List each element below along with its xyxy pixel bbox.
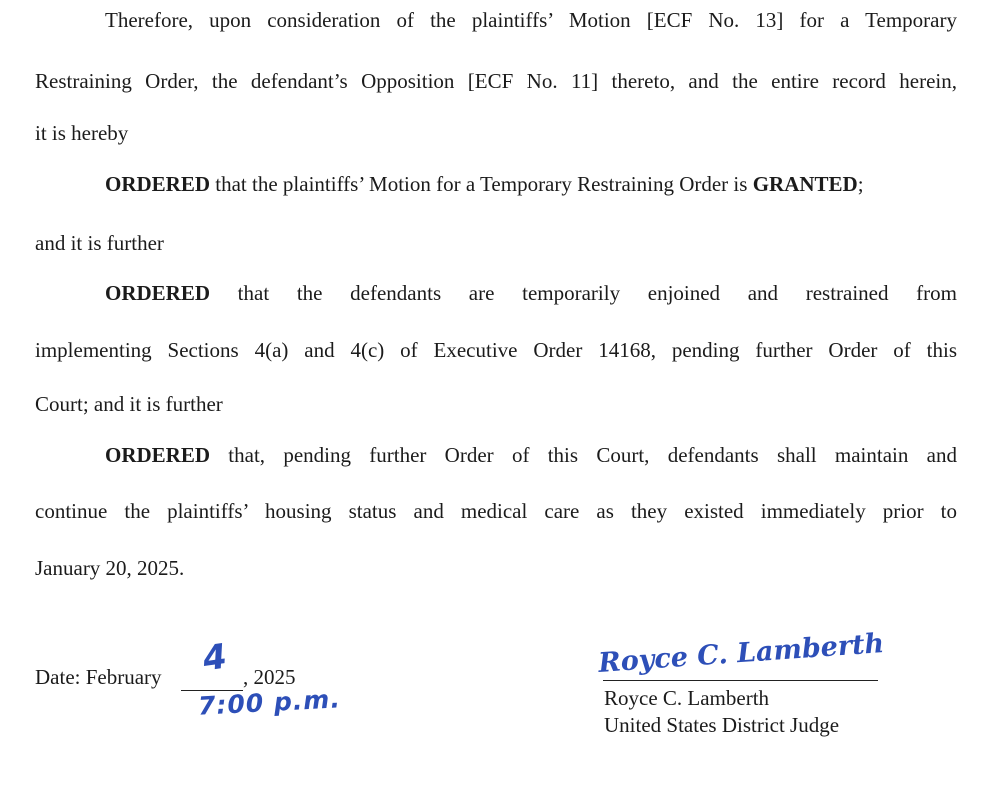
ordered-keyword: ORDERED	[105, 281, 211, 305]
intro-line-1: Therefore, upon consideration of the plaintiffs’ Motion [ECF No. 13] for a Temporary	[105, 8, 957, 32]
date-year: , 2025	[243, 665, 296, 689]
date-label: Date: February	[35, 665, 162, 689]
judge-signature: Royce C. Lamberth	[597, 628, 886, 679]
intro-line-3: it is hereby	[35, 121, 129, 145]
para1-text-a: that the plaintiffs’ Motion for a Temporary Restraining Order is	[210, 172, 753, 196]
ordered-keyword: ORDERED	[105, 172, 211, 196]
ordered-paragraph-2	[105, 280, 957, 306]
ordered-paragraph-3	[105, 442, 957, 468]
granted-keyword: GRANTED	[752, 172, 858, 196]
para3-text-a: that, pending further Order of this Court, defendants shall maintain and	[210, 443, 957, 467]
judge-name: Royce C. Lamberth	[604, 686, 770, 710]
handwritten-time: 7:00 p.m.	[197, 684, 342, 721]
judge-title: United States District Judge	[604, 713, 840, 737]
para3-line-2: continue the plaintiffs’ housing status and medical care as they existed immediately prior to	[35, 499, 957, 523]
para1-text-b: ;	[857, 172, 864, 196]
ordered-paragraph-1	[105, 171, 864, 197]
para2-line-3: Court; and it is further	[35, 392, 223, 416]
handwritten-date-day: 4	[200, 636, 230, 680]
para3-line-3: January 20, 2025.	[35, 556, 185, 580]
para2-line-2: implementing Sections 4(a) and 4(c) of Executive Order 14168, pending further Order of this	[35, 338, 957, 362]
intro-line-2: Restraining Order, the defendant’s Opposition [ECF No. 11] thereto, and the entire record herein,	[35, 69, 957, 93]
para2-text-a: that the defendants are temporarily enjoined and restrained from	[210, 281, 957, 305]
para1-line-2: and it is further	[35, 231, 164, 255]
signature-line	[603, 680, 878, 681]
ordered-keyword: ORDERED	[105, 443, 211, 467]
